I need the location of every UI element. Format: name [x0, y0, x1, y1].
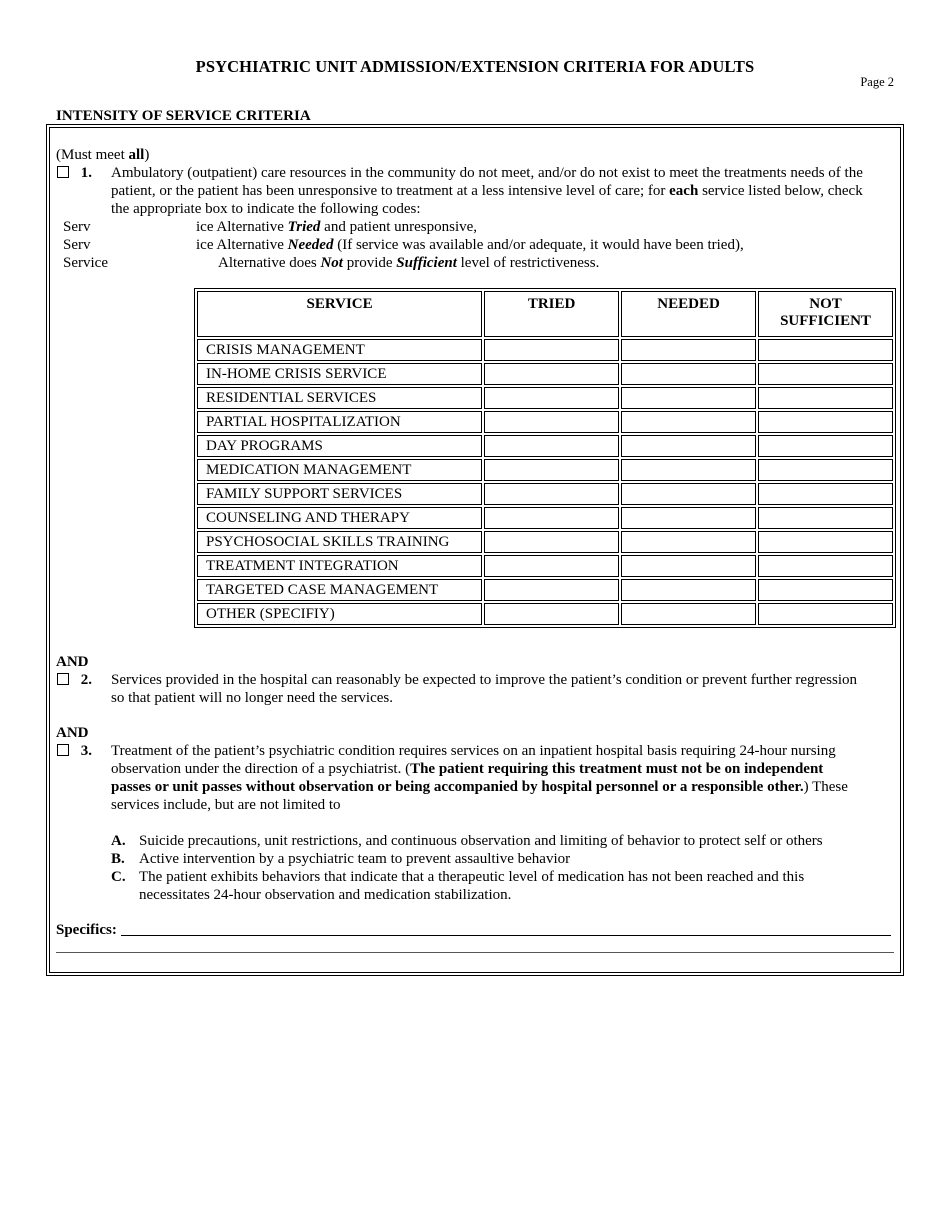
item2-checkbox[interactable] — [57, 673, 69, 685]
table-row — [197, 459, 893, 481]
not-sufficient-cell[interactable] — [758, 411, 893, 433]
code1-text: ice Alternative Tried and patient unresponsive, — [196, 219, 478, 235]
specifics-field-line2[interactable] — [56, 952, 894, 953]
tried-cell[interactable] — [484, 387, 619, 409]
code3-left: Service — [63, 255, 108, 271]
code2-text: ice Alternative Needed (If service was available and/or adequate, it would have been tried), — [196, 237, 744, 253]
service-name-cell: RESIDENTIAL SERVICES — [197, 387, 482, 409]
table-row — [197, 603, 893, 625]
item2-marker — [57, 671, 92, 689]
specifics-field-line1[interactable] — [121, 935, 891, 936]
needed-cell[interactable] — [621, 339, 756, 361]
table-row — [197, 435, 893, 457]
item3-checkbox[interactable] — [57, 744, 69, 756]
list-item: C. The patient exhibits behaviors that indicate that a therapeutic level of medication has not been reached and this — [111, 869, 805, 885]
item3-text — [111, 742, 848, 814]
not-sufficient-cell[interactable] — [758, 387, 893, 409]
service-name-cell: CRISIS MANAGEMENT — [197, 339, 482, 361]
specifics-label: Specifics: — [56, 922, 117, 938]
service-name-cell: IN-HOME CRISIS SERVICE — [197, 363, 482, 385]
tried-cell[interactable] — [484, 555, 619, 577]
table-row — [197, 363, 893, 385]
table-row — [197, 507, 893, 529]
not-sufficient-cell[interactable] — [758, 435, 893, 457]
item3-line1: Treatment of the patient’s psychiatric condition requires services on an inpatient hospital basis requiring 24-hour nursing — [111, 743, 836, 759]
table-row — [197, 579, 893, 601]
tried-cell[interactable] — [484, 363, 619, 385]
item1-line1: Ambulatory (outpatient) care resources in the community do not meet, and/or do not exist to meet the treatments needs of the — [111, 165, 863, 181]
needed-cell[interactable] — [621, 483, 756, 505]
page-number: Page 2 — [860, 75, 894, 89]
section-heading: INTENSITY OF SERVICE CRITERIA — [56, 108, 311, 124]
service-table — [194, 288, 896, 628]
list-item: A. Suicide precautions, unit restrictions, and continuous observation and limiting of behavior to protect self or others — [111, 833, 823, 849]
tried-cell[interactable] — [484, 531, 619, 553]
must-meet-note: (Must meet all) — [56, 147, 150, 163]
col-needed: NEEDED — [621, 291, 756, 337]
service-name-cell: PARTIAL HOSPITALIZATION — [197, 411, 482, 433]
table-row — [197, 531, 893, 553]
item1-marker — [57, 164, 92, 182]
table-row — [197, 411, 893, 433]
not-sufficient-cell[interactable] — [758, 531, 893, 553]
not-sufficient-cell[interactable] — [758, 555, 893, 577]
service-name-cell: DAY PROGRAMS — [197, 435, 482, 457]
needed-cell[interactable] — [621, 387, 756, 409]
and-label-2: AND — [56, 725, 89, 741]
needed-cell[interactable] — [621, 579, 756, 601]
item1-text — [111, 164, 896, 218]
item3-line3: passes or unit passes without observation or being accompanied by hospital personnel or a responsible other.) These — [111, 779, 848, 795]
col-tried: TRIED — [484, 291, 619, 337]
needed-cell[interactable] — [621, 435, 756, 457]
item1-line2: patient, or the patient has been unresponsive to treatment at a less intensive level of care; for each service listed below, check — [111, 183, 863, 199]
tried-cell[interactable] — [484, 339, 619, 361]
item2-line2: so that patient will no longer need the services. — [111, 690, 394, 706]
tried-cell[interactable] — [484, 411, 619, 433]
tried-cell[interactable] — [484, 483, 619, 505]
service-name-cell: MEDICATION MANAGEMENT — [197, 459, 482, 481]
not-sufficient-cell[interactable] — [758, 339, 893, 361]
not-sufficient-cell[interactable] — [758, 603, 893, 625]
col-not-sufficient: NOT SUFFICIENT — [758, 291, 893, 337]
tried-cell[interactable] — [484, 579, 619, 601]
page-title: PSYCHIATRIC UNIT ADMISSION/EXTENSION CRITERIA FOR ADULTS — [195, 57, 755, 76]
service-name-cell: COUNSELING AND THERAPY — [197, 507, 482, 529]
and-label-1: AND — [56, 654, 89, 670]
code2-left: Serv — [63, 237, 91, 253]
service-name-cell: OTHER (SPECIFIY) — [197, 603, 482, 625]
service-name-cell: FAMILY SUPPORT SERVICES — [197, 483, 482, 505]
needed-cell[interactable] — [621, 531, 756, 553]
needed-cell[interactable] — [621, 555, 756, 577]
service-name-cell: PSYCHOSOCIAL SKILLS TRAINING — [197, 531, 482, 553]
item1-number: 1. — [80, 165, 92, 181]
item1-checkbox[interactable] — [57, 166, 69, 178]
not-sufficient-cell[interactable] — [758, 579, 893, 601]
tried-cell[interactable] — [484, 459, 619, 481]
table-row — [197, 339, 893, 361]
not-sufficient-cell[interactable] — [758, 507, 893, 529]
list-item-continued: necessitates 24-hour observation and medication stabilization. — [139, 887, 512, 903]
service-name-cell: TARGETED CASE MANAGEMENT — [197, 579, 482, 601]
table-row — [197, 483, 893, 505]
not-sufficient-cell[interactable] — [758, 459, 893, 481]
table-row — [197, 387, 893, 409]
needed-cell[interactable] — [621, 459, 756, 481]
not-sufficient-cell[interactable] — [758, 483, 893, 505]
item3-line4: services include, but are not limited to — [111, 797, 341, 813]
list-item: B. Active intervention by a psychiatric team to prevent assaultive behavior — [111, 851, 571, 867]
col-service: SERVICE — [197, 291, 482, 337]
item1-line3: the appropriate box to indicate the following codes: — [111, 201, 421, 217]
needed-cell[interactable] — [621, 603, 756, 625]
item3-line2: observation under the direction of a psychiatrist. (The patient requiring this treatment must not be on independent — [111, 761, 824, 777]
needed-cell[interactable] — [621, 507, 756, 529]
tried-cell[interactable] — [484, 507, 619, 529]
not-sufficient-cell[interactable] — [758, 363, 893, 385]
code1-left: Serv — [63, 219, 91, 235]
code3-text: Alternative does Not provide Sufficient level of restrictiveness. — [218, 255, 600, 271]
item3-sublist — [111, 832, 823, 904]
tried-cell[interactable] — [484, 603, 619, 625]
service-name-cell: TREATMENT INTEGRATION — [197, 555, 482, 577]
item2-number: 2. — [80, 672, 92, 688]
table-header-row — [197, 291, 893, 337]
item2-text — [111, 671, 857, 707]
item2-line1: Services provided in the hospital can reasonably be expected to improve the patient’s condition or prevent further regression — [111, 672, 858, 688]
item3-marker — [57, 742, 92, 760]
needed-cell[interactable] — [621, 363, 756, 385]
needed-cell[interactable] — [621, 411, 756, 433]
tried-cell[interactable] — [484, 435, 619, 457]
table-row — [197, 555, 893, 577]
item3-number: 3. — [80, 743, 92, 759]
